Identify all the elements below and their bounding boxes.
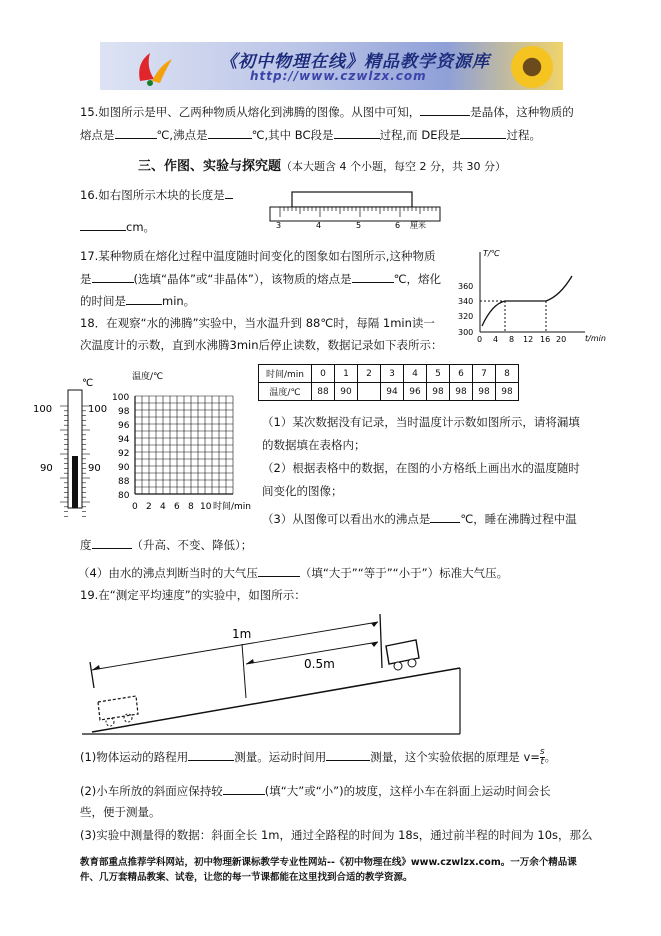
q17-line1: 17.某种物质在熔化过程中温度随时间变化的图象如右图所示,这种物质	[80, 249, 436, 263]
table-cell: 98	[450, 383, 473, 401]
x-tick: 0	[477, 335, 483, 344]
q19-s3: (3)实验中测量得的数据：斜面全长 1m，通过全路程的时间为 18s，通过前半程的时间为 10s，那么	[80, 828, 593, 842]
table-row	[259, 383, 519, 401]
table-cell: 2	[358, 365, 381, 383]
table-cell: 98	[473, 383, 496, 401]
q18-s4	[78, 564, 508, 581]
header-banner	[100, 42, 563, 90]
q19-s1	[80, 748, 556, 767]
table-cell: 6	[450, 365, 473, 383]
q16-unit: cm。	[126, 220, 156, 234]
q16-text: 16.如右图所示木块的长度是	[80, 188, 225, 202]
q17-text: (选填“晶体”或“非晶体”），该物质的熔点是	[133, 272, 352, 286]
q15-text: 15.如图所示是甲、乙两种物质从熔化到沸腾的图像。从图中可知，	[80, 105, 421, 119]
q15-text: 过程,而 DE段是	[379, 128, 461, 142]
q15-text: ℃,其中 BC段是	[251, 128, 334, 142]
thermo-label: 100	[33, 404, 53, 415]
q15-line1	[80, 103, 574, 120]
q15-text: 过程。	[506, 128, 541, 142]
table-cell: 3	[381, 365, 404, 383]
table-cell: 0	[312, 365, 335, 383]
q19-s2-cont: 些，便于测量。	[80, 805, 161, 819]
y-axis-label: T/℃	[483, 249, 500, 258]
table-cell: 8	[496, 365, 519, 383]
q17-text: ℃，熔化	[393, 272, 441, 286]
q17-text: 是	[80, 272, 92, 286]
y-tick: 94	[118, 435, 130, 445]
x-tick: 8	[188, 502, 194, 512]
answer-blank[interactable]	[225, 186, 233, 199]
table-cell: 88	[312, 383, 335, 401]
q17-text: min。	[162, 294, 196, 308]
logo-icon	[130, 45, 178, 87]
cart-bottom	[98, 696, 138, 726]
sunflower-icon	[511, 46, 553, 88]
answer-blank[interactable]	[92, 270, 134, 283]
section-note: （本大题含 4 个小题，每空 2 分，共 30 分）	[281, 160, 506, 173]
x-tick: 6	[174, 502, 180, 512]
q17-line3	[80, 292, 195, 309]
q18-line2: 次温度计的示数，直到水沸腾3min后停止读数，数据记录如下表所示：	[80, 338, 443, 352]
thermo-label: 100	[88, 404, 108, 415]
x-tick: 10	[200, 502, 212, 512]
table-cell: 98	[496, 383, 519, 401]
label-05m: 0.5m	[304, 657, 335, 671]
table-cell: 90	[335, 383, 358, 401]
x-tick: 12	[523, 335, 534, 344]
y-tick: 90	[118, 463, 130, 473]
answer-blank[interactable]	[188, 748, 234, 761]
start-mark	[90, 662, 94, 688]
finish-wall	[380, 614, 382, 668]
fraction-num: s	[539, 747, 545, 757]
q18-line1: 18．在观察“水的沸腾”实验中，当水温升到 88℃时，每隔 1min读一	[80, 316, 435, 330]
table-cell: 7	[473, 365, 496, 383]
q18-s3-cont	[80, 536, 252, 553]
answer-blank[interactable]	[223, 782, 265, 795]
q18-text: （4）由水的沸点判断当时的大气压	[78, 566, 258, 580]
y-tick: 360	[458, 282, 474, 291]
y-tick: 80	[118, 491, 130, 501]
answer-blank[interactable]	[92, 536, 132, 549]
grid-lines	[135, 396, 233, 494]
q15-text: ℃,沸点是	[156, 128, 208, 142]
table-cell: 1	[335, 365, 358, 383]
q15-line2	[80, 126, 541, 143]
x-tick: 4	[160, 502, 166, 512]
q19-text: 测量。运动时间用	[234, 750, 327, 764]
y-tick: 300	[458, 328, 474, 337]
boiling-grid	[110, 366, 260, 516]
q19-text: (2)小车所放的斜面应保持较	[80, 784, 223, 798]
data-table	[258, 364, 519, 401]
grid-y-ticks	[112, 393, 130, 501]
q17-line2	[80, 270, 441, 287]
footer-line2: 件、几万套精品教案、试卷，让您的每一节课都能在这里找到合适的教学资源。	[80, 872, 413, 883]
table-cell: 4	[404, 365, 427, 383]
q19-text: 。	[544, 750, 557, 764]
ruler	[270, 207, 440, 221]
q18-s2a: （2）根据表格中的数据，在图的小方格纸上画出水的温度随时	[262, 461, 580, 475]
y-tick: 320	[458, 312, 474, 321]
x-tick: 8	[509, 335, 515, 344]
x-tick: 20	[556, 335, 567, 344]
answer-blank[interactable]	[420, 103, 470, 116]
x-tick: 2	[146, 502, 152, 512]
cart-top	[386, 640, 419, 670]
answer-blank[interactable]	[258, 564, 300, 577]
q16-line2	[80, 218, 155, 235]
table-cell: 98	[427, 383, 450, 401]
table-header: 时间/min	[259, 365, 312, 383]
wood-block	[292, 192, 412, 207]
answer-blank[interactable]	[326, 748, 370, 761]
thermo-unit: ℃	[82, 378, 94, 389]
q16-line1	[80, 186, 233, 203]
answer-blank[interactable]	[115, 126, 157, 139]
ruler-label: 6	[395, 221, 401, 230]
thermo-label: 90	[88, 463, 101, 474]
section-title: 三、作图、实验与探究题	[138, 159, 282, 174]
table-cell: 96	[404, 383, 427, 401]
x-tick: 16	[540, 335, 551, 344]
q18-s1b: 的数据填在表格内；	[262, 438, 366, 452]
table-row	[259, 365, 519, 383]
q19-text: 测量，这个实验依据的原理是 v=	[370, 750, 540, 764]
y-tick: 100	[112, 393, 130, 403]
grid-y-label: 温度/℃	[132, 372, 164, 382]
mercury-column	[72, 456, 78, 508]
q19-text: (1)物体运动的路程用	[80, 750, 189, 764]
table-cell-blank[interactable]	[358, 383, 381, 401]
y-tick: 98	[118, 407, 130, 417]
banner-title: 《初中物理在线》精品教学资源库	[220, 52, 490, 72]
x-tick: 0	[132, 502, 138, 512]
y-tick: 92	[118, 449, 130, 459]
x-axis-label: t/min	[585, 334, 606, 343]
thermo-label: 90	[40, 463, 53, 474]
ruler-label: 3	[276, 221, 282, 230]
q18-s1a: （1）某次数据没有记录，当时温度计示数如图所示，请将漏填	[262, 415, 580, 429]
ruler-label: 5	[356, 221, 362, 230]
q19-s2	[80, 782, 551, 799]
grid-x-label: 时间/min	[213, 502, 252, 512]
table-cell: 94	[381, 383, 404, 401]
q18-s2b: 间变化的图像；	[262, 484, 343, 498]
section-heading	[138, 155, 506, 174]
footer-line1: 教育部重点推荐学科网站，初中物理新课标教学专业性网站--《初中物理在线》www.czwlzx.com。一万余个精品课	[80, 857, 577, 868]
answer-blank[interactable]	[334, 126, 380, 139]
q19-text: (填“大”或“小”)的坡度，这样小车在斜面上运动时间会长	[264, 784, 551, 798]
y-tick: 88	[118, 477, 130, 487]
ruler-figure	[268, 188, 443, 230]
ruler-unit: 厘米	[410, 221, 426, 230]
y-tick: 340	[458, 297, 474, 306]
banner-url[interactable]: http://www.czwlzx.com	[250, 69, 427, 83]
melting-graph	[450, 246, 615, 346]
answer-blank[interactable]	[80, 218, 126, 231]
midpoint-mark	[242, 644, 246, 698]
q18-text: （升高、不变、降低）；	[131, 538, 253, 552]
q17-text: 的时间是	[80, 294, 126, 308]
q18-s3	[262, 510, 577, 527]
q18-text: （填“大于”“等于”“小于”）标准大气压。	[299, 566, 509, 580]
incline-figure	[82, 606, 464, 736]
table-cell: 5	[427, 365, 450, 383]
answer-blank[interactable]	[208, 126, 252, 139]
answer-blank[interactable]	[460, 126, 506, 139]
q19-line1: 19.在“测定平均速度”的实验中，如图所示：	[80, 588, 306, 602]
y-tick: 96	[118, 421, 130, 431]
q18-text: ℃，睡在沸腾过程中温	[460, 512, 577, 526]
q18-text: 度	[80, 538, 92, 552]
q15-text: 是晶体，这种物质的	[470, 105, 574, 119]
melting-curve	[482, 276, 572, 326]
answer-blank[interactable]	[352, 270, 394, 283]
incline-surface	[92, 668, 460, 732]
table-header: 温度/℃	[259, 383, 312, 401]
answer-blank[interactable]	[430, 510, 460, 523]
fraction-den: t	[540, 757, 545, 767]
answer-blank[interactable]	[126, 292, 162, 305]
label-1m: 1m	[232, 627, 252, 641]
q18-text: （3）从图像可以看出水的沸点是	[262, 512, 431, 526]
q15-text: 熔点是	[80, 128, 115, 142]
ruler-label: 4	[316, 221, 322, 230]
x-tick: 4	[493, 335, 499, 344]
